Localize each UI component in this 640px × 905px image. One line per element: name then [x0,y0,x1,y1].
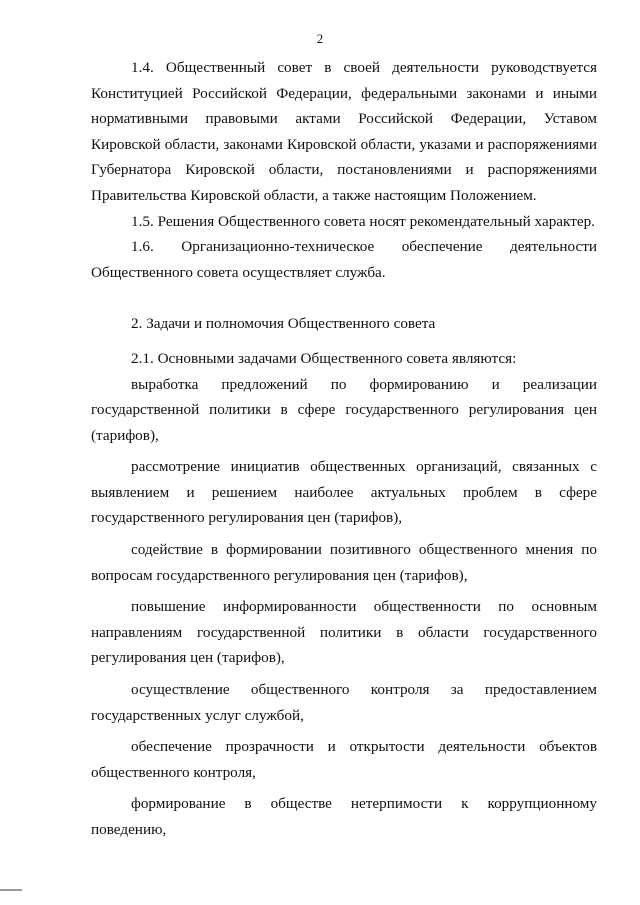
paragraph-1-6: 1.6. Организационно-техническое обеспечение деятельности Общественного совета осуществляет служба. [91,238,597,281]
paragraph-1-4: 1.4. Общественный совет в своей деятельности руководствуется Конституцией Российской Федерации, федеральными законами и иными нормативными правовыми актами Российской Федерации, Уставом Кировской области, законами Кировской области, указами и распоряжениями Губернатора Кировской области, постановлениями и распоряжениями Правительства Кировской области, а также настоящим Положением. [91,59,597,204]
task-item: обеспечение прозрачности и открытости деятельности объектов общественного контроля, [91,738,597,781]
paragraph-1-5: 1.5. Решения Общественного совета носят рекомендательный характер. [131,212,595,230]
task-item: повышение информированности общественности по основным направлениям государственной политики в области государственного регулирования цен (тарифов), [91,598,597,667]
document-body [91,55,597,843]
task-item: рассмотрение инициатив общественных организаций, связанных с выявлением и решением наиболее актуальных проблем в сфере государственного регулирования цен (тарифов), [91,458,597,527]
task-item: формирование в обществе нетерпимости к коррупционному поведению, [91,795,597,839]
scan-mark [0,889,22,891]
section-heading: 2. Задачи и полномочия Общественного совета [131,314,436,332]
paragraph-2-1-intro: 2.1. Основными задачами Общественного совета являются: [131,349,517,367]
task-item: выработка предложений по формированию и реализации государственной политики в сфере государственного регулирования цен (тарифов), [91,375,597,444]
task-item: осуществление общественного контроля за предоставлением государственных услуг службой, [91,681,597,724]
task-item: содействие в формировании позитивного общественного мнения по вопросам государственного регулирования цен (тарифов), [91,541,597,584]
page-number: 2 [316,31,324,46]
